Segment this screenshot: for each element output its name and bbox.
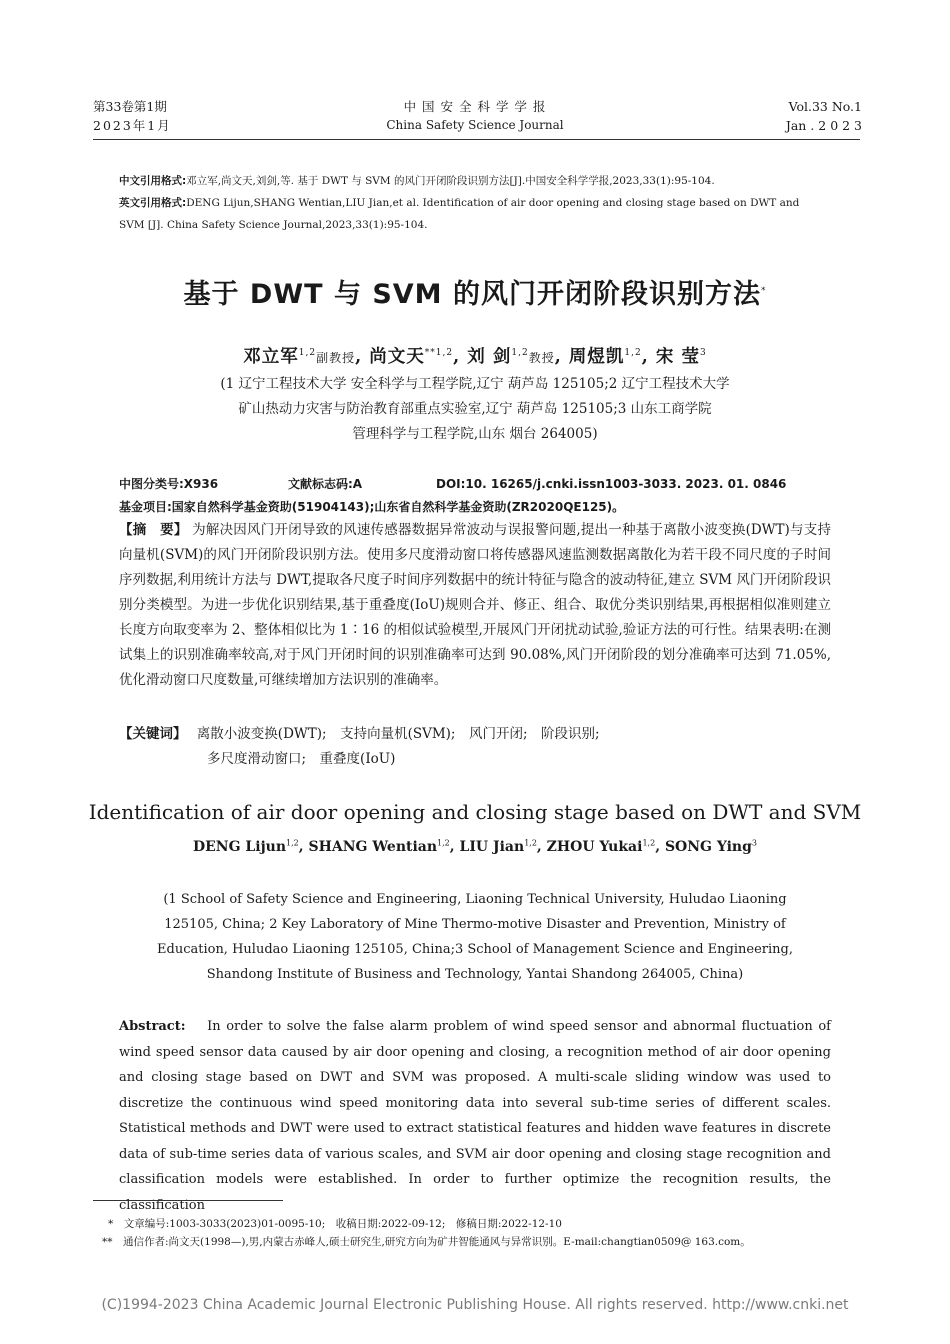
paper-title-zh-text: 基于 DWT 与 SVM 的风门开闭阶段识别方法 [183, 279, 761, 310]
paper-title-en: Identification of air door opening and closing stage based on DWT and SVM [88, 800, 862, 824]
author-zh: 周煜凯$^{1,2}$ [568, 347, 642, 367]
clc-number: 中图分类号:X936 [119, 477, 219, 491]
keywords-zh-line1: 离散小波变换(DWT); 支持向量机(SVM); 风门开闭; 阶段识别; [196, 726, 600, 742]
affiliation-zh-line: 矿山热动力灾害与防治教育部重点实验室,辽宁 葫芦岛 125105;3 山东工商学院 [238, 401, 712, 417]
affiliation-en-line: Shandong Institute of Business and Technology, Yantai Shandong 264005, China) [206, 967, 744, 982]
author-list-zh: 邓立军$^{1,2}$副教授, 尚文天$^{**1,2}$, 刘 剑$^{1,2}$教授, 周煜凯$^{1,2}$, 宋 莹$^3$ [243, 347, 707, 367]
document-code: 文献标志码:A [288, 477, 363, 491]
date-en: Jan . 2 0 2 3 [785, 118, 862, 133]
citation-en-text: DENG Lijun,SHANG Wentian,LIU Jian,et al. Identification of air door opening and closing stage based on DWT and [186, 197, 800, 209]
citation-zh-label: 中文引用格式: [119, 175, 187, 187]
abstract-en-label: Abstract: [119, 1019, 186, 1034]
author-en: SHANG Wentian$^{1,2}$ [308, 838, 450, 855]
doi: DOI:10. 16265/j.cnki.issn1003-3033. 2023. 01. 0846 [436, 477, 787, 491]
affiliation-en-line: (1 School of Safety Science and Engineering, Liaoning Technical University, Huludao Liaoning [163, 892, 787, 907]
affiliation-zh-line: (1 辽宁工程技术大学 安全科学与工程学院,辽宁 葫芦岛 125105;2 辽宁工程技术大学 [220, 376, 730, 392]
citation-zh [119, 170, 715, 192]
journal-name-en: China Safety Science Journal [386, 118, 564, 132]
abstract-en [119, 1014, 831, 1218]
citation-en-label: 英文引用格式: [119, 197, 187, 209]
citation-en [119, 192, 799, 214]
footnote-corresponding-author: ** 通信作者:尚文天(1998—),男,内蒙古赤峰人,硕士研究生,研究方向为矿井智能通风与异常识别。E-mail:changtian0509@ 163.com。 [102, 1236, 751, 1248]
author-zh: 邓立军$^{1,2}$副教授 [243, 347, 356, 367]
abstract-zh [119, 518, 831, 693]
abstract-zh-label: 【摘 要】 [119, 522, 188, 538]
citation-en-line2: SVM [J]. China Safety Science Journal,2023,33(1):95-104. [119, 219, 428, 231]
abstract-zh-text: 为解决因风门开闭导致的风速传感器数据异常波动与误报警问题,提出一种基于离散小波变换(DWT)与支持向量机(SVM)的风门开闭阶段识别方法。使用多尺度滑动窗口将传感器风速监测数据离散化为若干段不同尺度的子时间序列数据,利用统计方法与 DWT,提取各尺度子时间序列数据中的统计特征与隐含的波动特征,建立 SVM 风门开闭阶段识别分类模型。为进一步优化识别结果,基于重叠度(IoU)规则合并、修正、组合、取优分类识别结果,再根据相似准则建立长度方向取变率为 2、整体相似比为 1∶16 的相似试验模型,开展风门开闭扰动试验,验证方法的可行性。结果表明:在测试集上的识别准确率较高,对于风门开闭时间的识别准确率可达到 90.08%,风门开闭阶段的划分准确率可达到 71.05%,优化滑动窗口尺度数量,可继续增加方法识别的准确率。 [119, 522, 831, 688]
author-zh: 宋 莹$^3$ [655, 347, 707, 367]
footnote-rule [93, 1200, 283, 1201]
volume-issue-zh: 第33卷第1期 [93, 99, 167, 114]
author-zh: 尚文天$^{**1,2}$ [369, 347, 454, 367]
author-en: ZHOU Yukai$^{1,2}$ [546, 838, 656, 855]
keywords-zh-label: 【关键词】 [119, 726, 187, 742]
keywords-zh [119, 722, 600, 747]
volume-issue-en: Vol.33 No.1 [788, 99, 862, 114]
funding: 基金项目:国家自然科学基金资助(51904143);山东省自然科学基金资助(ZR2020QE125)。 [119, 500, 625, 514]
date-zh: 2023年1月 [93, 118, 172, 133]
title-footnote-mark: * [760, 286, 767, 296]
author-en: LIU Jian$^{1,2}$ [459, 838, 537, 855]
journal-name-zh: 中 国 安 全 科 学 学 报 [403, 99, 547, 114]
author-en: SONG Ying$^3$ [664, 838, 757, 855]
affiliation-zh-line: 管理科学与工程学院,山东 烟台 264005) [352, 426, 598, 442]
paper-title-zh [0, 272, 950, 311]
author-zh: 刘 剑$^{1,2}$教授 [467, 347, 555, 367]
copyright-notice: (C)1994-2023 China Academic Journal Electronic Publishing House. All rights reserved. http://www.cnki.net [101, 1297, 849, 1313]
keywords-zh-line2: 多尺度滑动窗口; 重叠度(IoU) [207, 751, 396, 767]
affiliation-en-line: Education, Huludao Liaoning 125105, China;3 School of Management Science and Engineering, [157, 942, 793, 957]
affiliation-en-line: 125105, China; 2 Key Laboratory of Mine Thermo-motive Disaster and Prevention, Ministry of [164, 917, 786, 932]
author-list-en: DENG Lijun$^{1,2}$, SHANG Wentian$^{1,2}$, LIU Jian$^{1,2}$, ZHOU Yukai$^{1,2}$, SONG Ying$^3$ [192, 838, 757, 855]
citation-zh-text: 邓立军,尚文天,刘剑,等. 基于 DWT 与 SVM 的风门开闭阶段识别方法[J].中国安全科学学报,2023,33(1):95-104. [186, 175, 715, 187]
header-rule [93, 139, 860, 140]
author-en: DENG Lijun$^{1,2}$ [192, 838, 299, 855]
footnote-article-info: * 文章编号:1003-3033(2023)01-0095-10; 收稿日期:2022-09-12; 修稿日期:2022-12-10 [108, 1218, 562, 1230]
abstract-en-text: In order to solve the false alarm problem of wind speed sensor and abnormal fluctuation of wind speed sensor data caused by air door opening and closing, a recognition method of air door opening and closing stage based on DWT and SVM was proposed. A multi-scale sliding window was used to discretize the continuous wind speed monitoring data into several sub-time series of different scales. Statistical methods and DWT were used to extract statistical features and hidden wave features in discrete data of sub-time series data of various scales, and SVM air door opening and closing stage recognition and classification models were established. In order to further optimize the recognition results, the classification [119, 1019, 831, 1213]
